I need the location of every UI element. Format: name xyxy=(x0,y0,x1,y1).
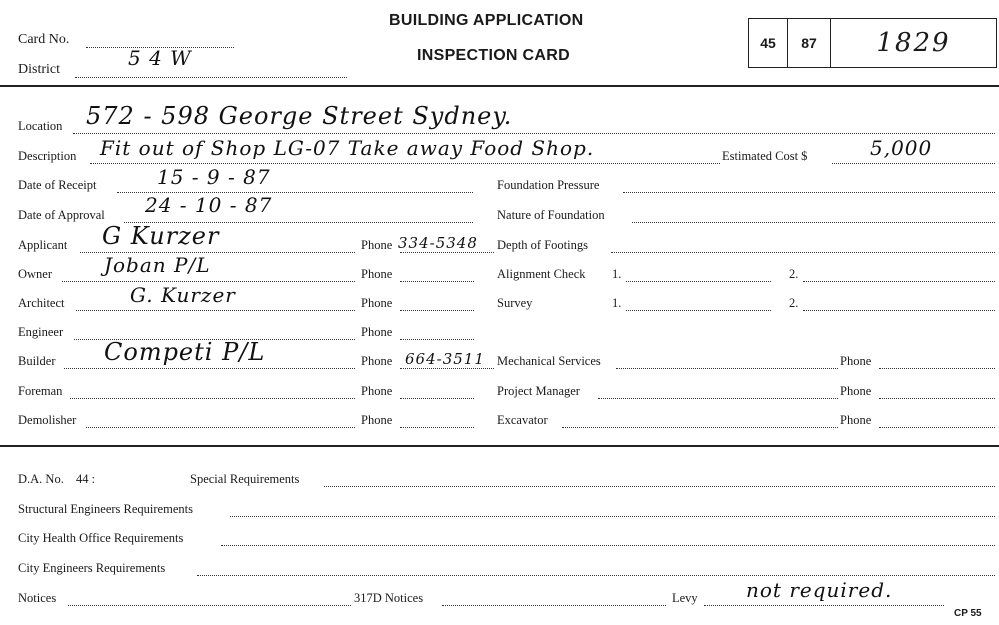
special-requirements-line xyxy=(324,486,995,487)
foundation-pressure-label: Foundation Pressure xyxy=(497,178,600,192)
mechanical-phone-label: Phone xyxy=(840,354,872,368)
alignment-1-line xyxy=(626,281,771,282)
engineer-label: Engineer xyxy=(18,325,64,339)
health-requirements-label: City Health Office Requirements xyxy=(18,531,184,545)
engineer-phone-line xyxy=(400,339,474,340)
special-requirements-label: Special Requirements xyxy=(190,472,300,486)
builder-phone-value: 664-3511 xyxy=(405,350,485,368)
project-manager-line xyxy=(598,398,838,399)
notices-label: Notices xyxy=(18,591,57,605)
notices-317d-line xyxy=(442,605,666,606)
card-box-1: 45 xyxy=(749,19,788,67)
nature-foundation-line xyxy=(632,222,995,223)
survey-1-label: 1. xyxy=(612,296,622,310)
survey-label: Survey xyxy=(497,296,533,310)
city-engineers-line xyxy=(197,575,995,576)
foreman-line xyxy=(70,398,355,399)
alignment-1-label: 1. xyxy=(612,267,622,281)
date-receipt-value: 15 - 9 - 87 xyxy=(157,165,271,189)
foundation-pressure-line xyxy=(623,192,995,193)
foreman-phone-label: Phone xyxy=(361,384,393,398)
mechanical-label: Mechanical Services xyxy=(497,354,601,368)
demolisher-phone-line xyxy=(400,427,474,428)
alignment-2-label: 2. xyxy=(789,267,799,281)
description-label: Description xyxy=(18,149,77,163)
architect-value: G. Kurzer xyxy=(130,283,236,307)
architect-phone-label: Phone xyxy=(361,296,393,310)
location-value: 572 - 598 George Street Sydney. xyxy=(86,102,513,130)
depth-footings-label: Depth of Footings xyxy=(497,238,588,252)
location-line xyxy=(73,133,995,134)
applicant-label: Applicant xyxy=(18,238,68,252)
applicant-value: G Kurzer xyxy=(102,222,220,250)
mechanical-phone-line xyxy=(879,368,995,369)
card-number-boxes xyxy=(748,18,997,68)
owner-label: Owner xyxy=(18,267,53,281)
survey-2-line xyxy=(803,310,995,311)
builder-line xyxy=(64,368,355,369)
estimated-cost-value: 5,000 xyxy=(870,136,933,160)
applicant-phone-label: Phone xyxy=(361,238,393,252)
owner-phone-label: Phone xyxy=(361,267,393,281)
demolisher-label: Demolisher xyxy=(18,413,77,427)
demolisher-line xyxy=(86,427,355,428)
top-rule xyxy=(0,85,999,87)
applicant-phone-value: 334-5348 xyxy=(398,234,478,252)
engineer-phone-label: Phone xyxy=(361,325,393,339)
card-box-2: 87 xyxy=(788,19,831,67)
form-code: CP 55 xyxy=(954,608,982,619)
excavator-phone-line xyxy=(879,427,995,428)
builder-label: Builder xyxy=(18,354,56,368)
foreman-label: Foreman xyxy=(18,384,63,398)
date-approval-value: 24 - 10 - 87 xyxy=(145,193,273,217)
title-line-1: BUILDING APPLICATION xyxy=(389,12,584,29)
demolisher-phone-label: Phone xyxy=(361,413,393,427)
levy-line xyxy=(704,605,944,606)
architect-line xyxy=(76,310,355,311)
alignment-2-line xyxy=(803,281,995,282)
excavator-phone-label: Phone xyxy=(840,413,872,427)
health-requirements-line xyxy=(221,545,995,546)
middle-rule xyxy=(0,445,999,447)
da-no-label: D.A. No. xyxy=(18,472,64,486)
excavator-line xyxy=(562,427,838,428)
owner-phone-line xyxy=(400,281,474,282)
excavator-label: Excavator xyxy=(497,413,548,427)
notices-317d-label: 317D Notices xyxy=(354,591,424,605)
project-manager-label: Project Manager xyxy=(497,384,580,398)
levy-label: Levy xyxy=(672,591,698,605)
card-box-3: 1829 xyxy=(876,28,951,58)
date-approval-label: Date of Approval xyxy=(18,208,105,222)
project-manager-phone-label: Phone xyxy=(840,384,872,398)
notices-line xyxy=(68,605,351,606)
estimated-cost-line xyxy=(832,163,995,164)
description-value: Fit out of Shop LG-07 Take away Food Shop. xyxy=(100,136,595,160)
foreman-phone-line xyxy=(400,398,474,399)
date-receipt-label: Date of Receipt xyxy=(18,178,97,192)
card-no-label: Card No. xyxy=(18,32,70,47)
survey-2-label: 2. xyxy=(789,296,799,310)
structural-requirements-line xyxy=(230,516,995,517)
estimated-cost-label: Estimated Cost $ xyxy=(722,149,808,163)
district-value: 5 4 W xyxy=(128,46,192,70)
owner-line xyxy=(62,281,355,282)
survey-1-line xyxy=(626,310,771,311)
mechanical-line xyxy=(616,368,838,369)
architect-phone-line xyxy=(400,310,474,311)
district-line xyxy=(75,77,347,78)
depth-footings-line xyxy=(611,252,995,253)
builder-phone-label: Phone xyxy=(361,354,393,368)
builder-phone-line xyxy=(400,368,494,369)
builder-value: Competi P/L xyxy=(104,338,266,366)
alignment-check-label: Alignment Check xyxy=(497,267,586,281)
architect-label: Architect xyxy=(18,296,65,310)
city-engineers-label: City Engineers Requirements xyxy=(18,561,166,575)
da-no-value: 44 : xyxy=(76,472,96,486)
applicant-phone-line xyxy=(400,252,494,253)
nature-foundation-label: Nature of Foundation xyxy=(497,208,605,222)
levy-value: not required. xyxy=(746,578,893,602)
project-manager-phone-line xyxy=(879,398,995,399)
structural-requirements-label: Structural Engineers Requirements xyxy=(18,502,193,516)
description-line xyxy=(90,163,720,164)
location-label: Location xyxy=(18,119,63,133)
owner-value: Joban P/L xyxy=(104,253,211,277)
district-label: District xyxy=(18,62,60,77)
title-line-2: INSPECTION CARD xyxy=(417,47,570,64)
